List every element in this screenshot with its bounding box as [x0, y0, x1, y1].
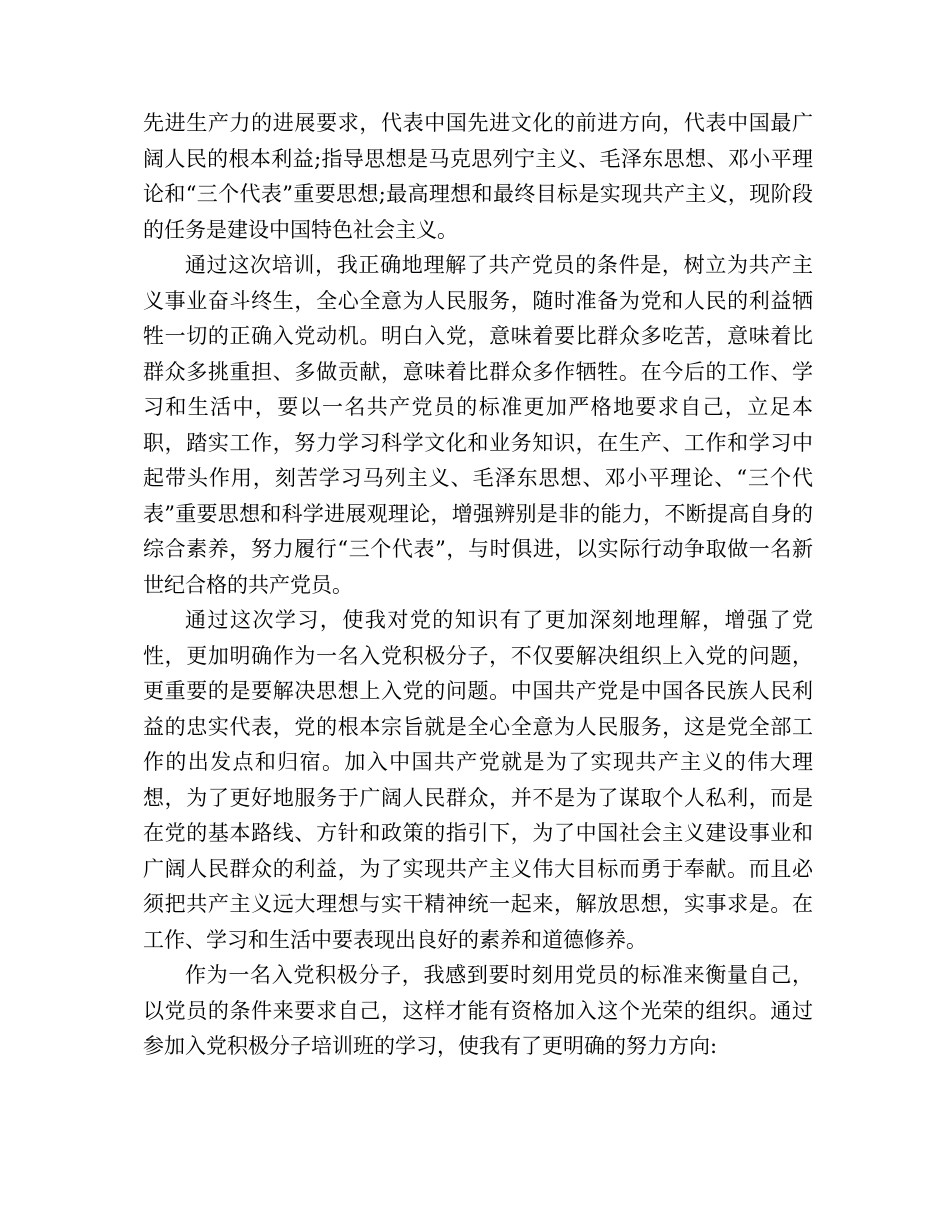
paragraph-1: 先进生产力的进展要求，代表中国先进文化的前进方向，代表中国最广阔人民的根本利益;指导思想是马克思列宁主义、毛泽东思想、邓小平理论和“三个代表”重要思想;最高理想和最终目标是实现共产主义，现阶段的任务是建设中国特色社会主义。 [143, 111, 813, 242]
document-body [143, 106, 813, 1065]
paragraph-2: 通过这次培训，我正确地理解了共产党员的条件是，树立为共产主义事业奋斗终生，全心全意为人民服务，随时准备为党和人民的利益牺牲一切的正确入党动机。明白入党，意味着要比群众多吃苦，意味着比群众多挑重担、多做贡献，意味着比群众多作牺牲。在今后的工作、学习和生活中，要以一名共产党员的标准更加严格地要求自己，立足本职，踏实工作，努力学习科学文化和业务知识，在生产、工作和学习中起带头作用，刻苦学习马列主义、毛泽东思想、邓小平理论、“三个代表”重要思想和科学进展观理论，增强辨别是非的能力，不断提高自身的综合素养，努力履行“三个代表”，与时俱进，以实际行动争取做一名新世纪合格的共产党员。 [143, 253, 813, 597]
paragraph-3: 通过这次学习，使我对党的知识有了更加深刻地理解，增强了党性，更加明确作为一名入党积极分子，不仅要解决组织上入党的问题，更重要的是要解决思想上入党的问题。中国共产党是中国各民族人民利益的忠实代表，党的根本宗旨就是全心全意为人民服务，这是党全部工作的出发点和归宿。加入中国共产党就是为了实现共产主义的伟大理想，为了更好地服务于广阔人民群众，并不是为了谋取个人私利，而是在党的基本路线、方针和政策的指引下，为了中国社会主义建设事业和广阔人民群众的利益，为了实现共产主义伟大目标而勇于奉献。而且必须把共产主义远大理想与实干精神统一起来，解放思想，实事求是。在工作、学习和生活中要表现出良好的素养和道德修养。 [143, 608, 813, 952]
paragraph-4: 作为一名入党积极分子，我感到要时刻用党员的标准来衡量自己，以党员的条件来要求自己，这样才能有资格加入这个光荣的组织。通过参加入党积极分子培训班的学习，使我有了更明确的努力方向: [143, 963, 813, 1058]
